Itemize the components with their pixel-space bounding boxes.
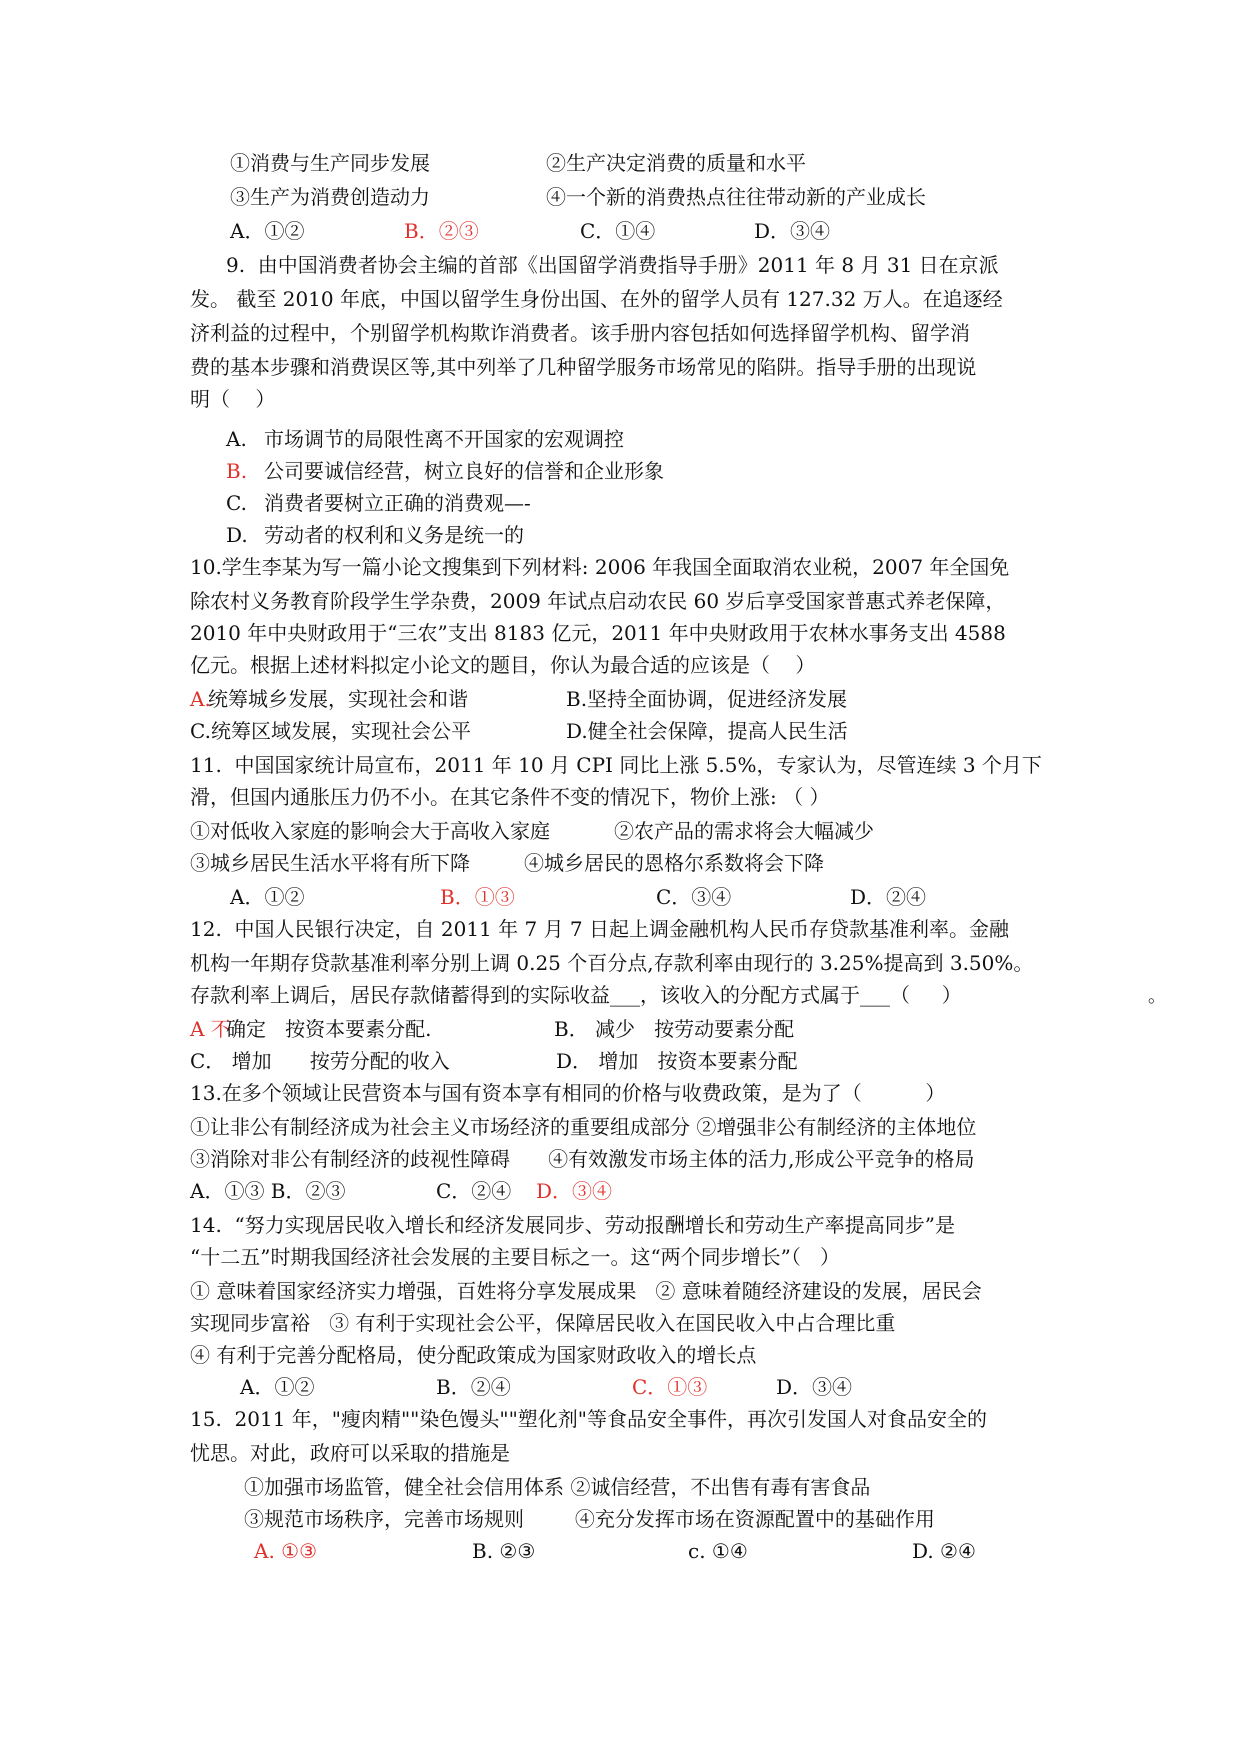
q11-choice-d: D．②④ <box>850 885 927 909</box>
q8-statement-1: ①消费与生产同步发展 <box>230 151 430 175</box>
q8-statement-2: ②生产决定消费的质量和水平 <box>546 151 806 175</box>
q13-statement-1-2: ①让非公有制经济成为社会主义市场经济的重要组成部分 ②增强非公有制经济的主体地位 <box>190 1115 977 1139</box>
q10-choice-c: C.统筹区域发展，实现社会公平 <box>190 719 471 743</box>
q12-stem-line-1: 12. 中国人民银行决定，自 2011 年 7 月 7 日起上调金融机构人民币存贷款基准利率。金融 <box>190 917 1010 941</box>
q10-stem-line-2: 除农村义务教育阶段学生学杂费，2009 年试点启动农民 60 岁后享受国家普惠式养老保障， <box>190 589 1006 613</box>
q10-choice-b: B.坚持全面协调，促进经济发展 <box>566 687 848 711</box>
q14-statement-line-3: ④ 有利于完善分配格局，使分配政策成为国家财政收入的增长点 <box>190 1343 757 1367</box>
q13-choice-a-b: A．①③ B．②③ <box>190 1179 346 1203</box>
q14-statement-line-1: ① 意味着国家经济实力增强，百姓将分享发展成果 ② 意味着随经济建设的发展，居民会 <box>190 1279 982 1303</box>
q11-statement-2: ②农产品的需求将会大幅减少 <box>614 819 874 843</box>
q8-choice-b-answer: B．②③ <box>404 219 479 243</box>
q14-choice-b: B．②④ <box>436 1375 511 1399</box>
q11-stem-line-1: 11. 中国国家统计局宣布，2011 年 10 月 CPI 同比上涨 5.5%，专家认为，尽管连续 3 个月下 <box>190 753 1042 777</box>
q11-statement-3: ③城乡居民生活水平将有所下降 <box>190 851 470 875</box>
q13-choice-d-answer: D．③④ <box>536 1179 613 1203</box>
q9-choice-b-text: 公司要诚信经营，树立良好的信誉和企业形象 <box>264 459 664 483</box>
q12-choice-c: C． 增加 按劳分配的收入 <box>190 1049 450 1073</box>
q10-choice-a-text: 统筹城乡发展，实现社会和谐 <box>208 687 468 711</box>
q9-choice-c-key: C. <box>226 491 247 515</box>
q12-stray-mark: 。 <box>1148 986 1166 1007</box>
q14-choice-d: D．③④ <box>776 1375 853 1399</box>
q9-stem-line-1: 9. 由中国消费者协会主编的首部《出国留学消费指导手册》2011 年 8 月 31 日在京派 <box>226 253 999 277</box>
q9-choice-c-text: 消费者要树立正确的消费观—- <box>264 491 531 515</box>
q11-choice-c: C．③④ <box>656 885 732 909</box>
q10-stem-line-3: 2010 年中央财政用于“三农”支出 8183 亿元，2011 年中央财政用于农林水事务支出 4588 <box>190 621 1006 645</box>
q11-choice-a: A．①② <box>230 885 305 909</box>
q11-statement-1: ①对低收入家庭的影响会大于高收入家庭 <box>190 819 550 843</box>
q9-stem-line-5: 明（ ） <box>190 387 276 411</box>
q14-stem-line-1: 14. “努力实现居民收入增长和经济发展同步、劳动报酬增长和劳动生产率提高同步”是 <box>190 1213 955 1237</box>
q13-stem-line-1: 13.在多个领域让民营资本与国有资本享有相同的价格与收费政策，是为了（ ） <box>190 1081 946 1105</box>
q15-choice-d: D. ②④ <box>912 1539 976 1563</box>
q12-choice-b: B． 减少 按劳动要素分配 <box>554 1017 795 1041</box>
q15-choice-a-answer: A. ①③ <box>254 1539 318 1563</box>
q10-choice-a-key-answer: A. <box>190 687 211 711</box>
q11-statement-4: ④城乡居民的恩格尔系数将会下降 <box>524 851 824 875</box>
q10-stem-line-1: 10.学生李某为写一篇小论文搜集到下列材料: 2006 年我国全面取消农业税，2007 年全国免 <box>190 555 1010 579</box>
q12-choice-a-key-answer: A 不 <box>190 1017 231 1041</box>
q12-choice-a-text: 确定 按资本要素分配. <box>226 1017 432 1041</box>
q9-choice-a-text: 市场调节的局限性离不开国家的宏观调控 <box>264 427 624 451</box>
q15-stem-line-1: 15. 2011 年，"瘦肉精""染色馒头""塑化剂"等食品安全事件，再次引发国人对食品安全的 <box>190 1407 987 1431</box>
q10-choice-d: D.健全社会保障，提高人民生活 <box>566 719 848 743</box>
q15-statement-3-4: ③规范市场秩序，完善市场规则 ④充分发挥市场在资源配置中的基础作用 <box>244 1507 935 1531</box>
q9-choice-d-key: D. <box>226 523 248 547</box>
q15-choice-c: c. ①④ <box>688 1539 748 1563</box>
q8-statement-3: ③生产为消费创造动力 <box>230 185 430 209</box>
q12-stem-line-3: 存款利率上调后，居民存款储蓄得到的实际收益___，该收入的分配方式属于___（ ） <box>190 983 962 1007</box>
q12-choice-d: D． 增加 按资本要素分配 <box>556 1049 798 1073</box>
q9-choice-b-key-answer: B. <box>226 459 248 483</box>
q8-choice-c: C．①④ <box>580 219 656 243</box>
q9-stem-line-4: 费的基本步骤和消费误区等,其中列举了几种留学服务市场常见的陷阱。指导手册的出现说 <box>190 355 977 379</box>
q9-stem-line-3: 济利益的过程中，个别留学机构欺诈消费者。该手册内容包括如何选择留学机构、留学消 <box>190 321 970 345</box>
q9-choice-a-key: A. <box>226 427 247 451</box>
q15-choice-b: B. ②③ <box>472 1539 536 1563</box>
q9-stem-line-2: 发。 截至 2010 年底，中国以留学生身份出国、在外的留学人员有 127.32 万人。在追逐经 <box>190 287 1003 311</box>
q8-statement-4: ④一个新的消费热点往往带动新的产业成长 <box>546 185 926 209</box>
q14-statement-line-2: 实现同步富裕 ③ 有利于实现社会公平，保障居民收入在国民收入中占合理比重 <box>190 1311 896 1335</box>
q10-stem-line-4: 亿元。根据上述材料拟定小论文的题目，你认为最合适的应该是（ ） <box>190 653 816 677</box>
q8-choice-d: D．③④ <box>754 219 831 243</box>
q11-choice-b-answer: B．①③ <box>440 885 515 909</box>
q9-choice-d-text: 劳动者的权利和义务是统一的 <box>264 523 524 547</box>
q14-choice-c-answer: C．①③ <box>632 1375 708 1399</box>
q11-stem-line-2: 滑，但国内通胀压力仍不小。在其它条件不变的情况下，物价上涨: （ ） <box>190 785 830 809</box>
q12-stem-line-2: 机构一年期存贷款基准利率分别上调 0.25 个百分点,存款利率由现行的 3.25%提高到 3.50%。 <box>190 951 1034 975</box>
q15-stem-line-2: 忧思。对此，政府可以采取的措施是 <box>190 1441 510 1465</box>
q14-stem-line-2: “十二五”时期我国经济社会发展的主要目标之一。这“两个同步增长”（ ） <box>190 1245 840 1269</box>
q15-statement-1-2: ①加强市场监管，健全社会信用体系 ②诚信经营，不出售有毒有害食品 <box>244 1475 871 1499</box>
q8-choice-a: A．①② <box>230 219 305 243</box>
q13-choice-c: C．②④ <box>436 1179 512 1203</box>
q13-statement-3-4: ③消除对非公有制经济的歧视性障碍 ④有效激发市场主体的活力,形成公平竞争的格局 <box>190 1147 975 1171</box>
q14-choice-a: A．①② <box>240 1375 315 1399</box>
